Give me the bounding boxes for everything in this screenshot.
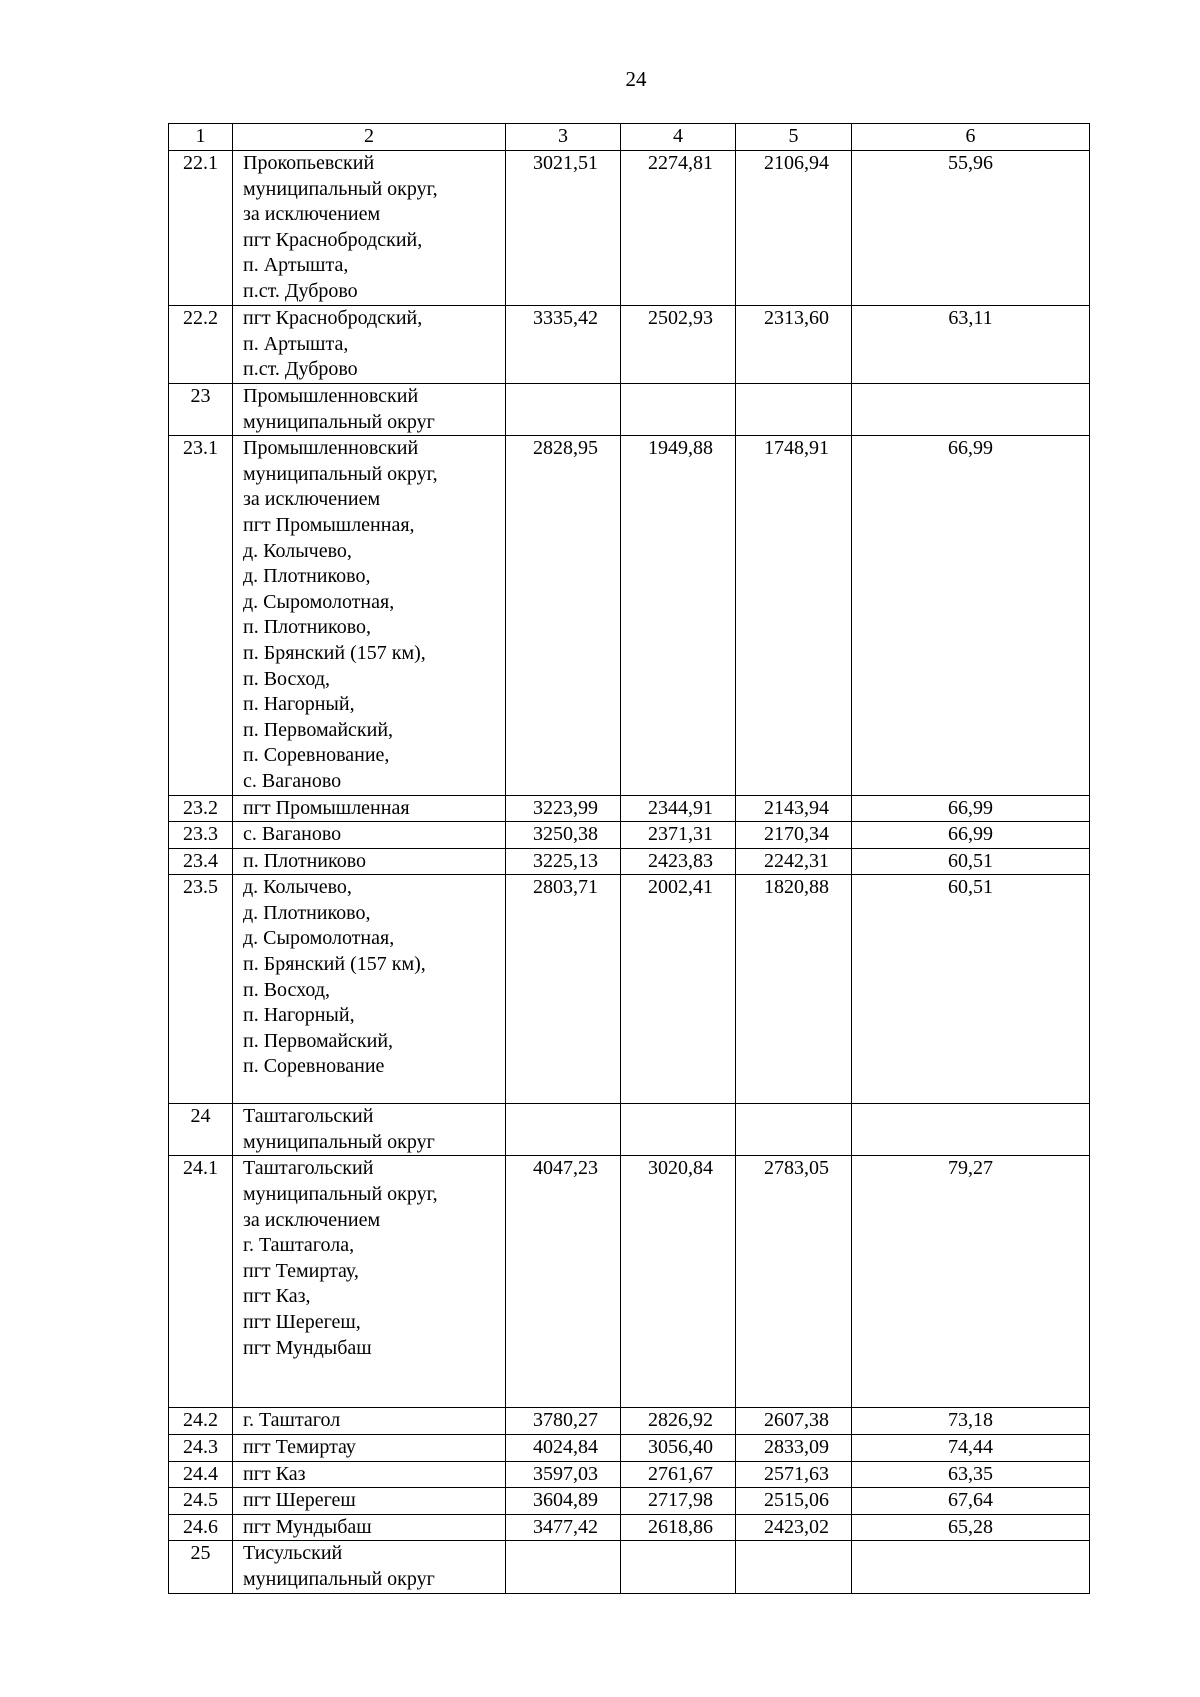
value-col4-cell: 2423,83 — [621, 848, 736, 875]
value-col6-cell: 66,99 — [852, 795, 1090, 822]
locality-name-cell — [233, 1156, 506, 1408]
locality-name-cell — [233, 822, 506, 849]
value-col6-cell: 74,44 — [852, 1435, 1090, 1462]
table-row — [169, 1156, 1090, 1408]
locality-name-cell — [233, 875, 506, 1104]
locality-name-line: муниципальный округ — [243, 1130, 435, 1153]
locality-name-line: п.ст. Дуброво — [243, 358, 358, 381]
row-number-cell: 23.3 — [169, 822, 233, 849]
value-col6-cell — [852, 1541, 1090, 1593]
locality-name-line: п. Первомайский, — [243, 1029, 394, 1052]
value-col4-cell: 2502,93 — [621, 306, 736, 384]
value-col4-cell: 2371,31 — [621, 822, 736, 849]
table-row — [169, 1104, 1090, 1156]
value-col6-cell: 63,35 — [852, 1461, 1090, 1488]
locality-name-line: пгт Каз — [243, 1462, 306, 1485]
locality-name-line: п. Восход, — [243, 667, 330, 690]
value-col3-cell: 4024,84 — [506, 1435, 621, 1462]
value-col4-cell — [621, 384, 736, 436]
value-col5-cell — [736, 1104, 852, 1156]
value-col4-cell: 2826,92 — [621, 1408, 736, 1435]
value-col4-cell: 1949,88 — [621, 436, 736, 795]
value-col3-cell: 3604,89 — [506, 1488, 621, 1515]
locality-name-line: д. Колычево, — [243, 876, 352, 899]
locality-name-cell — [233, 436, 506, 795]
row-number-cell: 23.1 — [169, 436, 233, 795]
row-number-cell: 24.3 — [169, 1435, 233, 1462]
locality-name-line: за исключением — [243, 488, 381, 511]
value-col4-cell — [621, 1104, 736, 1156]
value-col3-cell — [506, 1104, 621, 1156]
value-col6-cell: 73,18 — [852, 1408, 1090, 1435]
value-col3-cell: 3780,27 — [506, 1408, 621, 1435]
value-col5-cell: 2571,63 — [736, 1461, 852, 1488]
value-col4-cell: 2344,91 — [621, 795, 736, 822]
value-col3-cell: 3021,51 — [506, 151, 621, 306]
table-row — [169, 151, 1090, 306]
table-row — [169, 1408, 1090, 1435]
value-col6-cell: 66,99 — [852, 822, 1090, 849]
locality-name-line: Тисульский — [243, 1542, 343, 1565]
locality-name-line: Промышленновский — [243, 437, 419, 460]
locality-name-cell — [233, 1435, 506, 1462]
locality-name-line: п. Первомайский, — [243, 718, 394, 741]
locality-name-cell — [233, 795, 506, 822]
locality-name-line: д. Колычево, — [243, 539, 352, 562]
locality-name-line: пгт Промышленная — [243, 796, 410, 819]
locality-name-line: п.ст. Дуброво — [243, 279, 358, 302]
table-row — [169, 1435, 1090, 1462]
value-col5-cell: 2313,60 — [736, 306, 852, 384]
value-col3-cell: 3223,99 — [506, 795, 621, 822]
value-col3-cell: 4047,23 — [506, 1156, 621, 1408]
locality-name-line: п. Нагорный, — [243, 693, 355, 716]
value-col6-cell: 60,51 — [852, 875, 1090, 1104]
value-col5-cell: 2423,02 — [736, 1514, 852, 1541]
locality-name-line: д. Плотниково, — [243, 565, 371, 588]
table-row — [169, 1514, 1090, 1541]
value-col5-cell — [736, 384, 852, 436]
header-cell: 4 — [621, 124, 736, 151]
row-number-cell: 24 — [169, 1104, 233, 1156]
locality-name-line: с. Ваганово — [243, 823, 342, 846]
value-col4-cell: 2002,41 — [621, 875, 736, 1104]
row-number-cell: 24.2 — [169, 1408, 233, 1435]
row-number-cell: 23 — [169, 384, 233, 436]
value-col3-cell — [506, 1541, 621, 1593]
locality-name-cell — [233, 1408, 506, 1435]
value-col3-cell: 3597,03 — [506, 1461, 621, 1488]
value-col5-cell: 2242,31 — [736, 848, 852, 875]
value-col4-cell: 3020,84 — [621, 1156, 736, 1408]
value-col5-cell: 1748,91 — [736, 436, 852, 795]
row-number-cell: 23.2 — [169, 795, 233, 822]
table-row — [169, 1541, 1090, 1593]
value-col6-cell — [852, 1104, 1090, 1156]
header-cell: 2 — [233, 124, 506, 151]
value-col4-cell: 2618,86 — [621, 1514, 736, 1541]
locality-name-line: пгт Мундыбаш — [243, 1336, 372, 1359]
locality-name-line: муниципальный округ, — [243, 177, 438, 200]
table-row — [169, 875, 1090, 1104]
table-row — [169, 384, 1090, 436]
locality-name-cell — [233, 1488, 506, 1515]
value-col4-cell: 2717,98 — [621, 1488, 736, 1515]
value-col3-cell: 3250,38 — [506, 822, 621, 849]
value-col5-cell — [736, 1541, 852, 1593]
value-col6-cell: 66,99 — [852, 436, 1090, 795]
table-row — [169, 848, 1090, 875]
value-col5-cell: 2106,94 — [736, 151, 852, 306]
locality-name-line: п. Соревнование, — [243, 744, 390, 767]
locality-name-line: д. Сыромолотная, — [243, 590, 395, 613]
value-col3-cell — [506, 384, 621, 436]
locality-name-line: пгт Темиртау, — [243, 1259, 359, 1282]
locality-name-line: Прокопьевский — [243, 152, 375, 174]
value-col5-cell: 2143,94 — [736, 795, 852, 822]
row-number-cell: 25 — [169, 1541, 233, 1593]
locality-name-cell — [233, 1461, 506, 1488]
row-number-cell: 22.1 — [169, 151, 233, 306]
locality-name-line: г. Таштагола, — [243, 1234, 355, 1257]
locality-name-line: г. Таштагол — [243, 1409, 341, 1432]
header-cell: 3 — [506, 124, 621, 151]
locality-name-line: Таштагольский — [243, 1105, 374, 1128]
locality-name-line: пгт Шерегеш, — [243, 1311, 361, 1334]
table-row — [169, 436, 1090, 795]
row-number-cell: 24.1 — [169, 1156, 233, 1408]
value-col6-cell: 79,27 — [852, 1156, 1090, 1408]
locality-name-cell — [233, 1514, 506, 1541]
value-col3-cell: 2803,71 — [506, 875, 621, 1104]
locality-name-line: п. Артышта, — [243, 254, 349, 277]
locality-name-line: п. Соревнование — [243, 1055, 385, 1078]
locality-name-line: п. Плотниково — [243, 849, 367, 872]
locality-name-line: пгт Темиртау — [243, 1436, 356, 1459]
tariff-table — [168, 123, 1090, 1594]
row-number-cell: 22.2 — [169, 306, 233, 384]
locality-name-cell — [233, 1541, 506, 1593]
value-col6-cell: 65,28 — [852, 1514, 1090, 1541]
locality-name-line: муниципальный округ, — [243, 1183, 438, 1206]
locality-name-line: пгт Мундыбаш — [243, 1515, 372, 1538]
value-col4-cell: 3056,40 — [621, 1435, 736, 1462]
locality-name-line: муниципальный округ, — [243, 462, 438, 485]
row-number-cell: 24.4 — [169, 1461, 233, 1488]
value-col3-cell: 2828,95 — [506, 436, 621, 795]
header-cell: 1 — [169, 124, 233, 151]
locality-name-line: пгт Краснобродский, — [243, 228, 423, 251]
locality-name-line: пгт Каз, — [243, 1285, 311, 1308]
locality-name-line: п. Плотниково, — [243, 616, 372, 639]
locality-name-line: за исключением — [243, 203, 381, 226]
locality-name-cell — [233, 306, 506, 384]
locality-name-line: Таштагольский — [243, 1157, 374, 1180]
table-row — [169, 1461, 1090, 1488]
table-row — [169, 1488, 1090, 1515]
value-col6-cell: 55,96 — [852, 151, 1090, 306]
locality-name-cell — [233, 1104, 506, 1156]
page-number: 24 — [625, 67, 647, 91]
value-col5-cell: 2833,09 — [736, 1435, 852, 1462]
row-number-cell: 24.5 — [169, 1488, 233, 1515]
value-col5-cell: 2607,38 — [736, 1408, 852, 1435]
row-number-cell: 24.6 — [169, 1514, 233, 1541]
locality-name-line: Промышленновский — [243, 385, 419, 407]
locality-name-line: пгт Шерегеш — [243, 1489, 356, 1512]
value-col4-cell — [621, 1541, 736, 1593]
value-col5-cell: 2783,05 — [736, 1156, 852, 1408]
value-col5-cell: 1820,88 — [736, 875, 852, 1104]
locality-name-line: п. Брянский (157 км), — [243, 641, 426, 664]
locality-name-line: п. Брянский (157 км), — [243, 953, 426, 976]
locality-name-cell — [233, 384, 506, 436]
value-col3-cell: 3335,42 — [506, 306, 621, 384]
table-row — [169, 822, 1090, 849]
value-col5-cell: 2170,34 — [736, 822, 852, 849]
value-col3-cell: 3225,13 — [506, 848, 621, 875]
locality-name-line: муниципальный округ — [243, 1568, 435, 1591]
value-col5-cell: 2515,06 — [736, 1488, 852, 1515]
value-col6-cell — [852, 384, 1090, 436]
table-header-row — [169, 124, 1090, 151]
locality-name-line: пгт Промышленная, — [243, 513, 415, 536]
value-col3-cell: 3477,42 — [506, 1514, 621, 1541]
locality-name-line: муниципальный округ — [243, 410, 435, 433]
locality-name-line: за исключением — [243, 1208, 381, 1231]
table-row — [169, 306, 1090, 384]
value-col6-cell: 63,11 — [852, 306, 1090, 384]
locality-name-line: п. Артышта, — [243, 332, 349, 355]
locality-name-line: с. Ваганово — [243, 769, 342, 792]
locality-name-line: пгт Краснобродский, — [243, 307, 423, 329]
locality-name-line: п. Восход, — [243, 978, 330, 1001]
row-number-cell: 23.4 — [169, 848, 233, 875]
locality-name-line: д. Плотниково, — [243, 901, 371, 924]
table-row — [169, 795, 1090, 822]
locality-name-line: д. Сыромолотная, — [243, 927, 395, 950]
header-cell: 6 — [852, 124, 1090, 151]
header-cell: 5 — [736, 124, 852, 151]
locality-name-line: п. Нагорный, — [243, 1004, 355, 1027]
value-col4-cell: 2761,67 — [621, 1461, 736, 1488]
value-col6-cell: 60,51 — [852, 848, 1090, 875]
row-number-cell: 23.5 — [169, 875, 233, 1104]
value-col6-cell: 67,64 — [852, 1488, 1090, 1515]
locality-name-cell — [233, 151, 506, 306]
locality-name-cell — [233, 848, 506, 875]
value-col4-cell: 2274,81 — [621, 151, 736, 306]
